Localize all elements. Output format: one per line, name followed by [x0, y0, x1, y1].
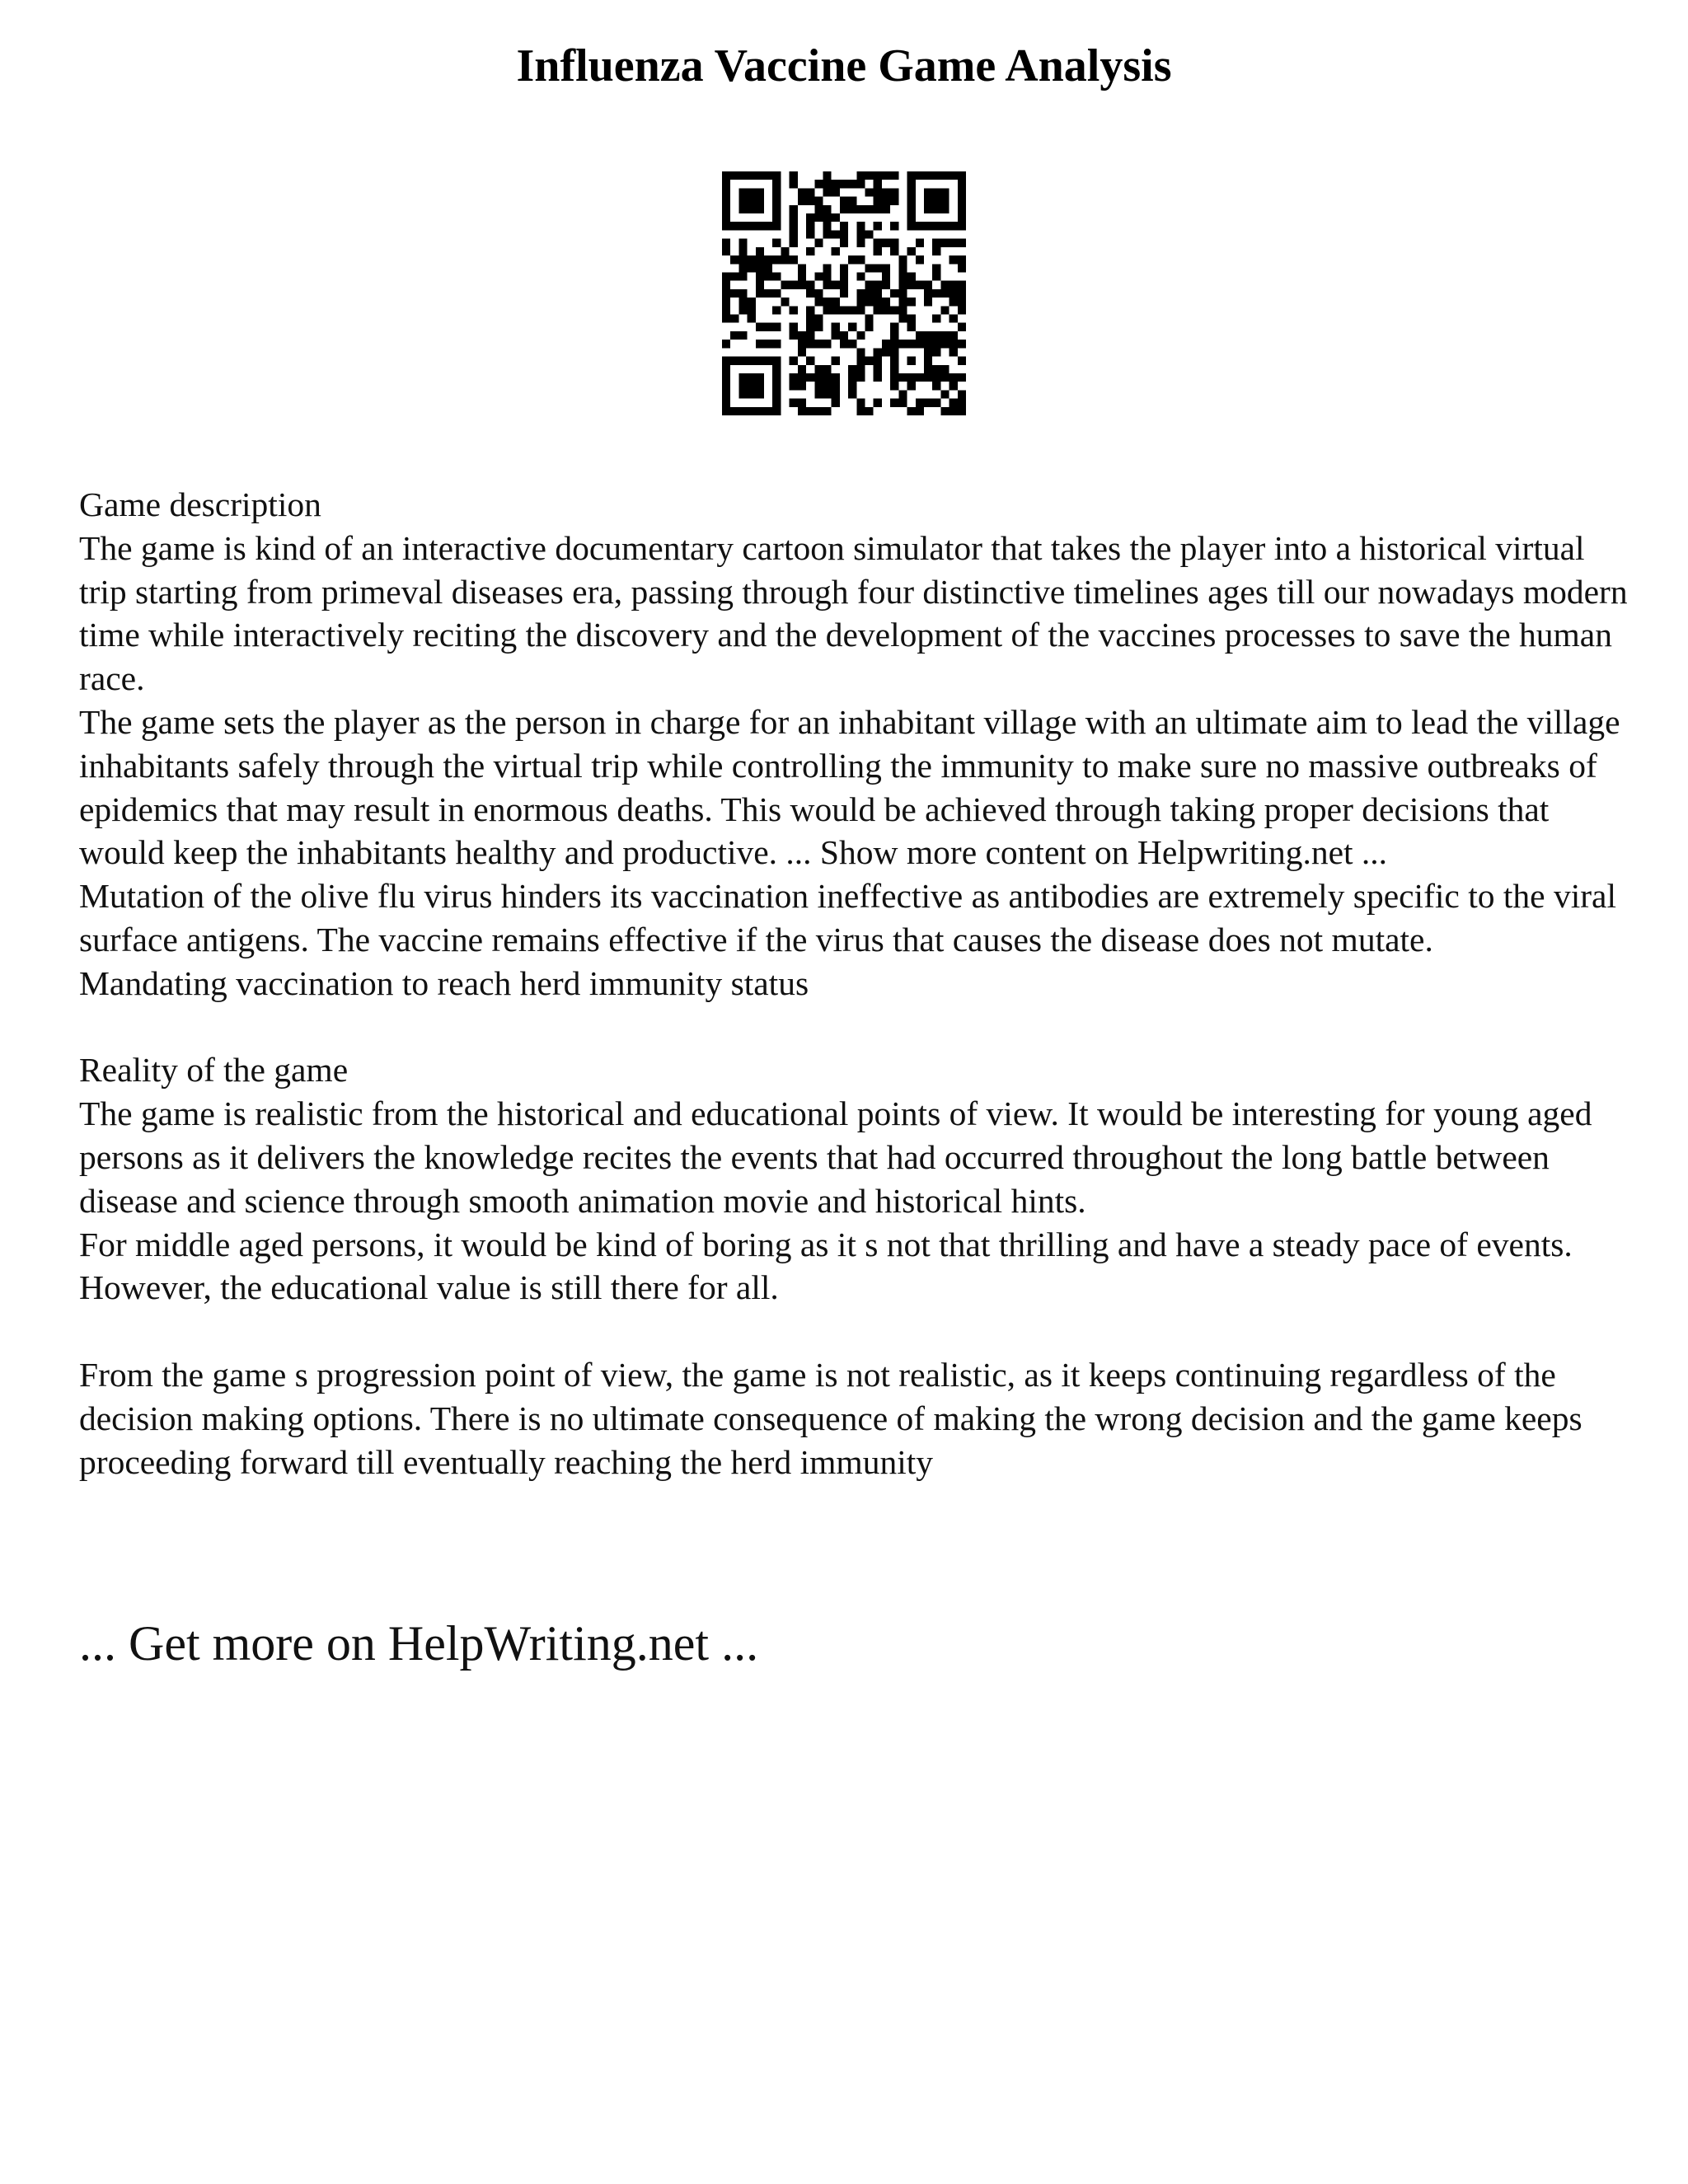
- qr-code-icon: [722, 171, 966, 415]
- paragraph: The game sets the player as the person in charge for an inhabitant village with an ultimate aim to lead the village inhabitants safely through the virtual trip while controlling the immunity to make sure no massive outbreaks of epidemics that may result in enormous deaths. This would be achieved through taking proper decisions that would keep the inhabitants healthy and productive. ... Show more content on Helpwriting.net ...: [79, 702, 1620, 872]
- paragraph: Mutation of the olive flu virus hinders its vaccination ineffective as antibodies are extremely specific to the viral surface antigens. The vaccine remains effective if the virus that causes the disease does not mutate.: [79, 877, 1616, 958]
- section-heading-game-description: Game description: [79, 485, 321, 523]
- paragraph: For middle aged persons, it would be kind of boring as it s not that thrilling and have a steady pace of events. However, the educational value is still there for all.: [79, 1225, 1573, 1307]
- paragraph: From the game s progression point of view, the game is not realistic, as it keeps continuing regardless of the decision making options. There is no ultimate consequence of making the wrong decision and the game keeps proceeding forward till eventually reaching the herd immunity: [79, 1355, 1582, 1481]
- section-heading-reality: Reality of the game: [79, 1051, 349, 1090]
- page-title: Influenza Vaccine Game Analysis: [516, 40, 1172, 91]
- paragraph: Mandating vaccination to reach herd immunity status: [79, 963, 809, 1002]
- paragraph: The game is kind of an interactive documentary cartoon simulator that takes the player into a historical virtual trip starting from primeval diseases era, passing through four distinctive timelines ages till our nowadays modern time while interactively reciting the discovery and the development of the vaccines processes to save the human race.: [79, 528, 1628, 698]
- article-body: [79, 483, 1629, 1483]
- paragraph-spacer: [79, 1005, 1629, 1049]
- get-more-link[interactable]: ... Get more on HelpWriting.net ...: [79, 1616, 759, 1671]
- paragraph: The game is realistic from the historical and educational points of view. It would be interesting for young aged persons as it delivers the knowledge recites the events that had occurred throughout the long battle between disease and science through smooth animation movie and historical hints.: [79, 1094, 1592, 1220]
- paragraph-spacer: [79, 1310, 1629, 1353]
